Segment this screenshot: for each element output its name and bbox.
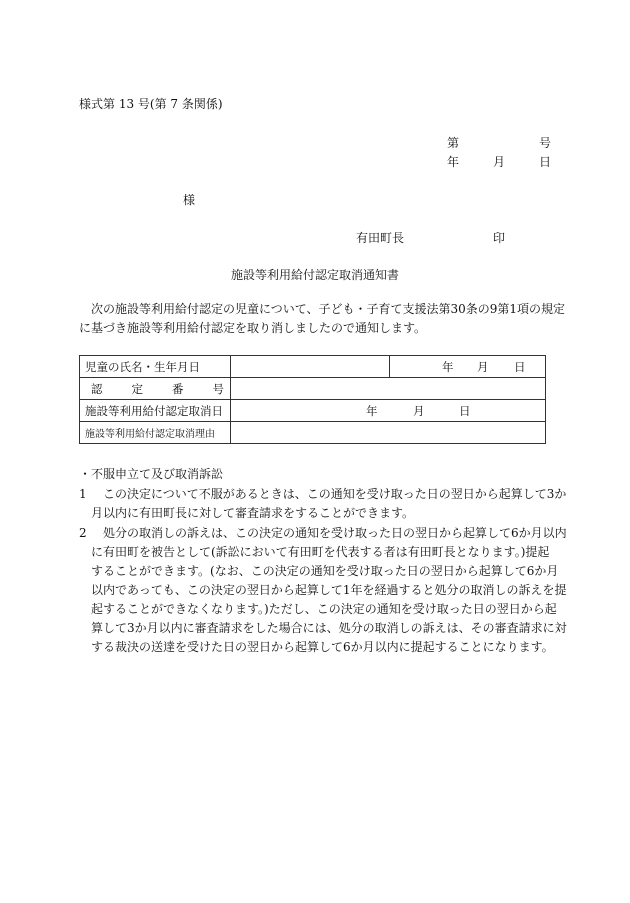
intro-line: 次の施設等利用給付認定の児童について、子ども・子育て支援法第30条の9第1項の規定 bbox=[91, 302, 566, 316]
issue-date-day-label: 日 bbox=[539, 155, 552, 169]
cancellation-date-label: 施設等利用給付認定取消日 bbox=[80, 400, 231, 422]
label-char: 定 bbox=[131, 381, 143, 396]
appeal-item-line: する裁決の送達を受けた日の翌日から起算して6か月以内に提起することになります。 bbox=[91, 640, 554, 654]
cancellation-reason-label: 施設等利用給付認定取消理由 bbox=[80, 422, 231, 444]
appeal-item-number: 1 bbox=[79, 487, 87, 501]
table-row bbox=[80, 378, 546, 400]
info-table bbox=[79, 355, 546, 444]
table-row bbox=[80, 422, 546, 444]
appeal-item-line: 処分の取消しの訴えは、この決定の通知を受け取った日の翌日から起算して6か月以内 bbox=[103, 526, 567, 540]
certification-number-label bbox=[80, 378, 231, 400]
appeal-item-number: 2 bbox=[79, 526, 87, 540]
issuer-name: 有田町長 bbox=[356, 231, 405, 245]
appeal-item-line: 起することができなくなります。)ただし、この決定の通知を受け取った日の翌日から起 bbox=[91, 602, 557, 616]
appeal-item-line: この決定について不服があるときは、この通知を受け取った日の翌日から起算して3か bbox=[103, 487, 567, 501]
birth-day-label: 日 bbox=[514, 360, 526, 374]
cancel-year-label: 年 bbox=[366, 404, 378, 418]
form-number: 様式第 13 号(第 7 条関係) bbox=[79, 97, 223, 111]
issue-date-year-label: 年 bbox=[447, 155, 460, 169]
certification-number-cell[interactable] bbox=[231, 378, 546, 400]
cancellation-reason-cell[interactable] bbox=[231, 422, 546, 444]
child-name-cell[interactable] bbox=[231, 356, 390, 378]
appeal-item-line: 月以内に有田町長に対して審査請求をすることができます。 bbox=[91, 506, 415, 520]
document-title: 施設等利用給付認定取消通知書 bbox=[230, 268, 399, 282]
document-number-suffix: 号 bbox=[539, 136, 552, 150]
appeal-item bbox=[79, 485, 567, 523]
appeal-item-line: することができます。(なお、この決定の通知を受け取った日の翌日から起算して6か月 bbox=[91, 564, 559, 578]
table-row bbox=[80, 356, 546, 378]
intro-paragraph bbox=[79, 300, 566, 338]
seal-mark: 印 bbox=[493, 231, 506, 245]
appeal-item-line: 以内であっても、この決定の翌日から起算して1年を経過すると処分の取消しの訴えを提 bbox=[91, 583, 567, 597]
cancel-day-label: 日 bbox=[459, 404, 471, 418]
addressee-honorific: 様 bbox=[183, 193, 196, 207]
birth-year-label: 年 bbox=[442, 360, 454, 374]
appeal-heading: ・不服申立て及び取消訴訟 bbox=[79, 467, 224, 481]
label-char: 号 bbox=[212, 381, 224, 396]
label-char: 認 bbox=[91, 381, 103, 396]
appeal-item-line: に有田町を被告として(訴訟において有田町を代表する者は有田町長となります。)提起 bbox=[91, 545, 550, 559]
issue-date-month-label: 月 bbox=[493, 155, 506, 169]
intro-line: に基づき施設等利用給付認定を取り消しましたので通知します。 bbox=[79, 321, 427, 335]
appeal-item-line: 算して3か月以内に審査請求をした場合には、処分の取消しの訴えは、その審査請求に対 bbox=[91, 621, 567, 635]
birthdate-cell[interactable] bbox=[390, 356, 546, 378]
appeal-item bbox=[79, 524, 567, 657]
document-number-label: 第 bbox=[447, 136, 460, 150]
row-label: 児童の氏名・生年月日 bbox=[85, 359, 200, 374]
cancellation-date-cell[interactable] bbox=[231, 400, 546, 422]
table-row bbox=[80, 400, 546, 422]
cancel-month-label: 月 bbox=[413, 404, 425, 418]
label-char: 番 bbox=[172, 381, 184, 396]
birth-month-label: 月 bbox=[477, 360, 489, 374]
child-name-birthdate-label bbox=[80, 356, 231, 378]
